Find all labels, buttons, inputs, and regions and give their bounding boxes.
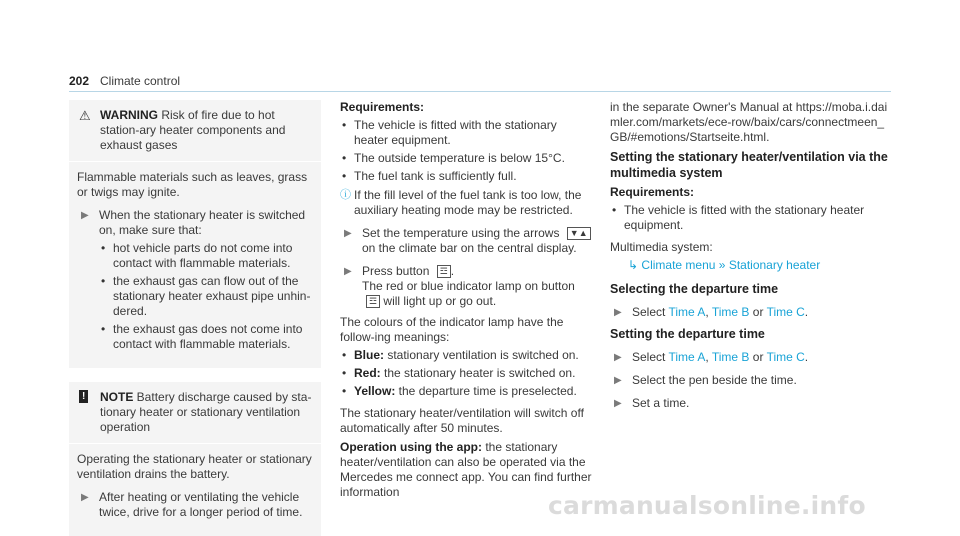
header-rule <box>69 91 891 92</box>
time-c-option[interactable]: Time C <box>766 305 805 319</box>
step-arrow-icon: ▶ <box>614 375 622 386</box>
step-text-cont: The red or blue indicator lamp on button <box>362 279 575 293</box>
step-arrow-icon: ▶ <box>614 352 622 363</box>
info-text: If the fill level of the fuel tank is too low, the auxiliary heating mode may be restricted. <box>354 188 582 217</box>
step-text: Set the temperature using the arrows <box>362 226 560 240</box>
warning-header <box>69 100 321 162</box>
note-step-text: After heating or ventilating the vehicle twice, drive for a longer period of time. <box>99 490 303 519</box>
note-step <box>77 490 313 520</box>
step-text-end: will light up or go out. <box>383 294 497 308</box>
note-text: Operating the stationary heater or stationary ventilation drains the battery. <box>77 452 312 481</box>
time-b-option[interactable]: Time B <box>711 305 750 319</box>
time-c-option[interactable]: Time C <box>766 350 805 364</box>
arrows-button-icon: ▼▲ <box>567 227 591 240</box>
select-word: Select <box>632 305 666 319</box>
time-a-option[interactable]: Time A <box>668 305 706 319</box>
meaning-term: Yellow: <box>354 384 396 398</box>
app-desc: the stationary heater/ventilation can also be operated via the Mercedes me connect app. You can find further information <box>340 440 592 499</box>
list-item: • the exhaust gas does not come into contact with flammable materials. <box>99 322 313 352</box>
or-word: or <box>752 350 764 364</box>
page-header <box>69 74 891 92</box>
requirements-heading: Requirements: <box>340 100 425 114</box>
step-arrow-icon: ▶ <box>81 492 89 503</box>
right-column <box>610 100 891 417</box>
warning-step <box>77 208 313 352</box>
warning-triangle-icon: ⚠ <box>79 108 91 123</box>
heater-button-icon: ☲ <box>437 265 451 278</box>
note-panel <box>69 382 321 536</box>
step-select-time <box>610 305 891 320</box>
list-item: • The fuel tank is sufficiently full. <box>340 169 592 184</box>
section-heading: Setting the stationary heater/ventilation via the multimedia system <box>610 150 888 180</box>
step-arrow-icon: ▶ <box>344 228 352 239</box>
requirements-heading: Requirements: <box>610 185 695 199</box>
period: . <box>804 305 809 319</box>
step-arrow-icon: ▶ <box>344 266 352 277</box>
step-text: Set a time. <box>632 396 690 410</box>
meaning-desc: stationary ventilation is switched on. <box>384 348 579 362</box>
list-item: • hot vehicle parts do not come into contact with flammable materials. <box>99 241 313 271</box>
warning-title: Risk of fire due to hot station-ary heater components and exhaust gases <box>100 108 286 152</box>
list-item <box>340 366 592 381</box>
warning-body <box>69 162 321 368</box>
menu-path <box>610 258 891 273</box>
time-b-option[interactable]: Time B <box>711 350 750 364</box>
list-item <box>340 348 592 363</box>
info-note <box>340 188 592 218</box>
meaning-desc: the stationary heater is switched on. <box>380 366 576 380</box>
manual-reference: in the separate Owner's Manual at https://moba.i.daimler.com/markets/ece-row/baix/cars/connectmeen_GB/#emotions/Startseite.html. <box>610 100 888 144</box>
step-press-button: ▶ Press button ☲ . The red or blue indicator lamp on button ☲ will light up or go out. <box>344 264 575 308</box>
step-select-time <box>610 350 891 365</box>
comma: , <box>705 350 709 364</box>
auto-off-text: The stationary heater/ventilation will switch off automatically after 50 minutes. <box>340 406 584 435</box>
colours-intro: The colours of the indicator lamp have the follow-ing meanings: <box>340 315 564 344</box>
info-icon: ⓘ <box>340 189 351 201</box>
warning-panel <box>69 100 321 368</box>
meaning-desc: the departure time is preselected. <box>395 384 577 398</box>
step-set-temperature <box>340 226 592 256</box>
chevron-right-icon: » <box>718 258 726 272</box>
subsection-heading: Selecting the departure time <box>610 282 779 296</box>
step-arrow-icon: ▶ <box>81 210 89 221</box>
exclamation-icon: ! <box>79 390 88 403</box>
or-word: or <box>752 305 764 319</box>
climate-menu-link[interactable]: Climate menu <box>641 258 716 272</box>
list-item: • The vehicle is fitted with the stationary heater equipment. <box>610 203 891 233</box>
period: . <box>804 350 809 364</box>
submenu-arrow-icon: ↳ <box>628 258 639 272</box>
list-item: • The vehicle is fitted with the stationary heater equipment. <box>340 118 592 148</box>
app-term: Operation using the app: <box>340 440 483 454</box>
step-select-pen <box>610 373 891 388</box>
stationary-heater-link[interactable]: Stationary heater <box>728 258 821 272</box>
watermark: carmanualsonline.info <box>548 491 866 520</box>
middle-column <box>340 100 592 500</box>
time-a-option[interactable]: Time A <box>668 350 706 364</box>
step-set-time <box>610 396 891 411</box>
warning-keyword: WARNING <box>100 108 158 122</box>
page-number: 202 <box>69 74 90 88</box>
left-column <box>69 100 321 536</box>
meaning-term: Blue: <box>354 348 384 362</box>
note-header <box>69 382 321 444</box>
step-arrow-icon: ▶ <box>614 307 622 318</box>
note-body <box>69 444 321 536</box>
subsection-heading: Setting the departure time <box>610 327 765 341</box>
warning-step-text: When the stationary heater is switched on, make sure that: <box>99 208 306 237</box>
select-word: Select <box>632 350 666 364</box>
step-text: Press button <box>362 264 430 278</box>
list-item: • the exhaust gas can flow out of the stationary heater exhaust pipe unhin-dered. <box>99 274 313 319</box>
note-keyword: NOTE <box>100 390 134 404</box>
note-title: Battery discharge caused by sta-tionary heater or stationary ventilation operation <box>100 390 312 434</box>
step-text-cont: on the climate bar on the central display. <box>362 241 577 255</box>
comma: , <box>705 305 709 319</box>
step-text: Select the pen beside the time. <box>632 373 797 387</box>
meaning-term: Red: <box>354 366 381 380</box>
list-item: • The outside temperature is below 15°C. <box>340 151 592 166</box>
section-title: Climate control <box>100 74 181 88</box>
multimedia-label: Multimedia system: <box>610 240 713 254</box>
list-item <box>340 384 592 399</box>
warning-text: Flammable materials such as leaves, grass or twigs may ignite. <box>77 170 308 199</box>
heater-button-icon: ☲ <box>366 295 380 308</box>
step-arrow-icon: ▶ <box>614 398 622 409</box>
